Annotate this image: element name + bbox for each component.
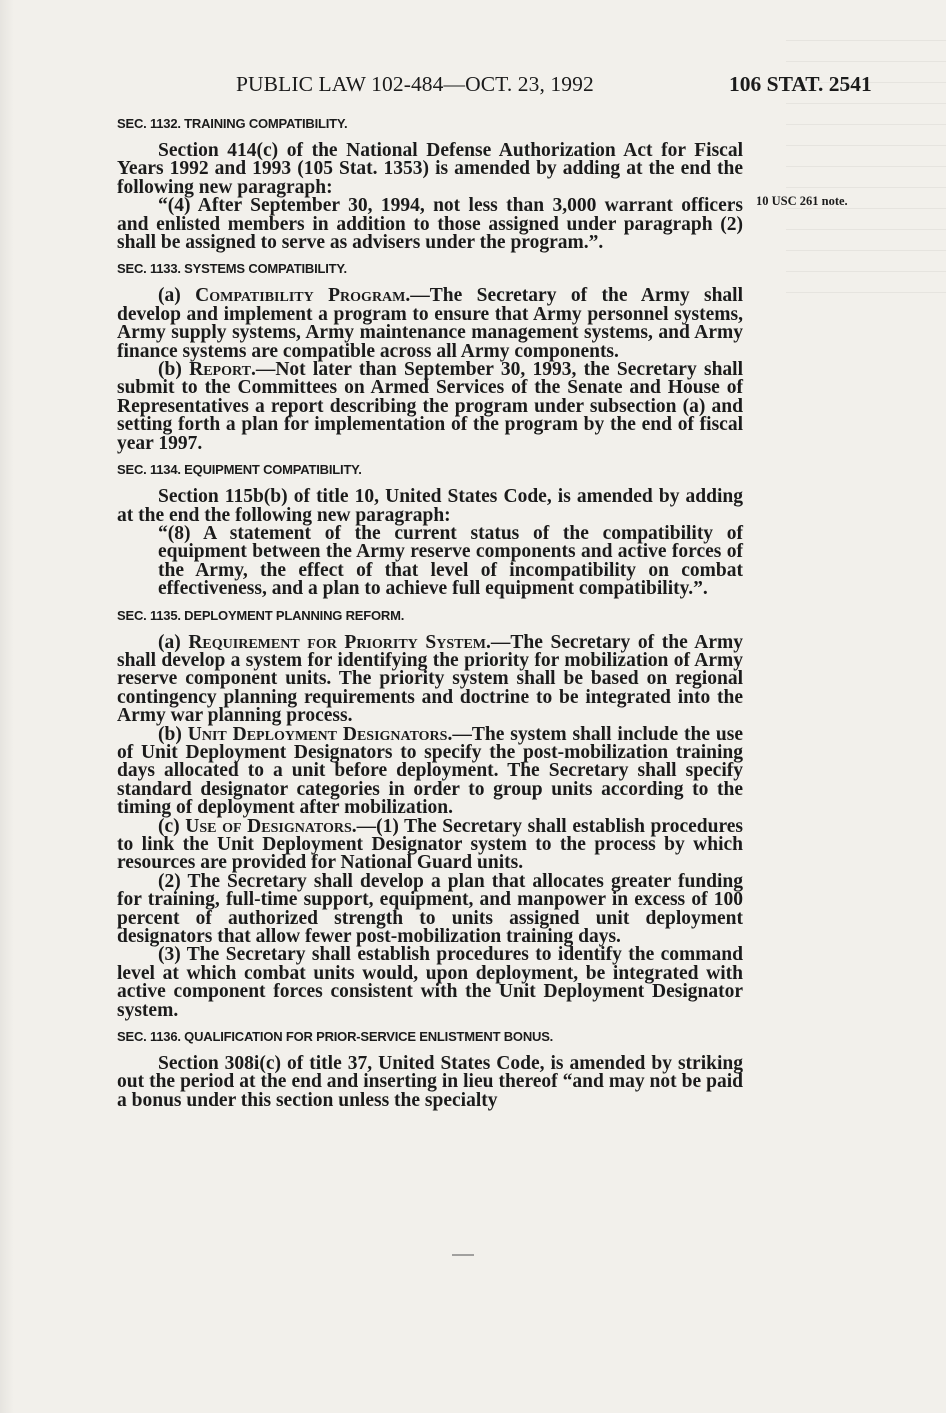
margin-citation-note: 10 USC 261 note. (756, 194, 848, 208)
subsection-c-caption: Use of Designators (185, 815, 352, 837)
subsection-b-caption: Unit Deployment Designators (187, 723, 448, 745)
subsection-a-text: .—The Secretary of the Army shall develop a system for identifying the priority for mobilization of Army reserve component units. The priority system shall be based on regional contingency planning requirements and doctrine to be integrated into the Army war planning process. (117, 631, 743, 727)
subsection-a-label: (a) (158, 631, 189, 653)
subsection-c-text: .—(1) The Secretary shall establish procedures to link the Unit Deployment Designator system to the process by which resources are provided for National Guard units. (117, 815, 743, 874)
page-bottom-mark (452, 1254, 474, 1256)
subsection-b-text: .—The system shall include the use of Unit Deployment Designators to specify the post-mobilization training days allocated to a unit before deployment. The Secretary shall specify standard designator categories in order to group units according to the timing of deployment after mobilization. (117, 723, 744, 819)
section-1132-quoted-paragraph: “(4) After September 30, 1994, not less than 3,000 warrant officers and enlisted members in addition to those assigned under paragraph (2) shall be assigned to serve as advisers under the program.”. (117, 195, 743, 254)
section-1135-subsection-c-paragraph-3: (3) The Secretary shall establish procedures to identify the command level at which combat units would, upon deployment, be integrated with active component forces consistent with the Unit Deployment Designator system. (117, 944, 743, 1021)
section-1134-quoted-block (158, 522, 743, 600)
section-heading-1135: SEC. 1135. DEPLOYMENT PLANNING REFORM. (117, 607, 405, 623)
section-1136-intro: Section 308i(c) of title 37, United States Code, is amended by striking out the period at the end and inserting in lieu thereof “and may not be paid a bonus under this section unless the specialty (117, 1053, 743, 1111)
running-header-page-number: 106 STAT. 2541 (729, 72, 872, 96)
section-1135-subsection-c (117, 815, 743, 874)
subsection-a-label: (a) (158, 285, 196, 307)
subsection-b-caption: Report (189, 359, 251, 381)
subsection-b-label: (b) (158, 723, 188, 745)
subsection-a-caption: Compatibility Program (195, 285, 406, 307)
subsection-c-label: (c) (158, 815, 186, 837)
section-heading-1136: SEC. 1136. QUALIFICATION FOR PRIOR-SERVICE ENLISTMENT BONUS. (117, 1029, 554, 1045)
section-1132-intro: Section 414(c) of the National Defense Authorization Act for Fiscal Years 1992 and 1993 (105 Stat. 1353) is amended by adding at the end the following new paragraph: (117, 140, 743, 198)
section-1135-subsection-a (117, 631, 743, 727)
section-heading-1134: SEC. 1134. EQUIPMENT COMPATIBILITY. (117, 462, 362, 478)
section-1135-subsection-c-paragraph-2: (2) The Secretary shall develop a plan that allocates greater funding for training, full-time support, equipment, and manpower in excess of 100 percent of authorized strength to units assigned unit deployment designators that allow fewer post-mobilization training days. (117, 870, 743, 948)
subsection-b-label: (b) (158, 359, 190, 381)
subsection-a-text: .—The Secretary of the Army shall develop and implement a program to ensure that Army personnel systems, Army supply systems, Army maintenance management systems, and Army finance systems are compatible across all Army components. (117, 285, 743, 362)
section-heading-1133: SEC. 1133. SYSTEMS COMPATIBILITY. (117, 261, 347, 277)
section-1134-intro: Section 115b(b) of title 10, United States Code, is amended by adding at the end the following new paragraph: (117, 486, 743, 526)
subsection-a-caption: Requirement for Priority System (188, 631, 487, 653)
section-heading-1132: SEC. 1132. TRAINING COMPATIBILITY. (117, 116, 348, 131)
section-1134-quoted-paragraph: “(8) A statement of the current status of the compatibility of equipment between the Army reserve components and active forces of the Army, the effect of that level of incompatibility on combat effectiveness, and a plan to achieve full equipment compatibility.”. (158, 522, 743, 600)
section-1133-subsection-b (117, 361, 743, 453)
document-body (117, 116, 743, 1110)
section-1135-subsection-b (117, 723, 744, 819)
running-header-title: PUBLIC LAW 102-484—OCT. 23, 1992 (236, 72, 594, 96)
subsection-b-text: .—Not later than September 30, 1993, the Secretary shall submit to the Committees on Armed Services of the Senate and House of Representatives a report describing the program under subsection (a) and setting forth a plan for implementation of the program by the end of fiscal year 1997. (117, 359, 743, 454)
section-1133-subsection-a (117, 287, 743, 361)
